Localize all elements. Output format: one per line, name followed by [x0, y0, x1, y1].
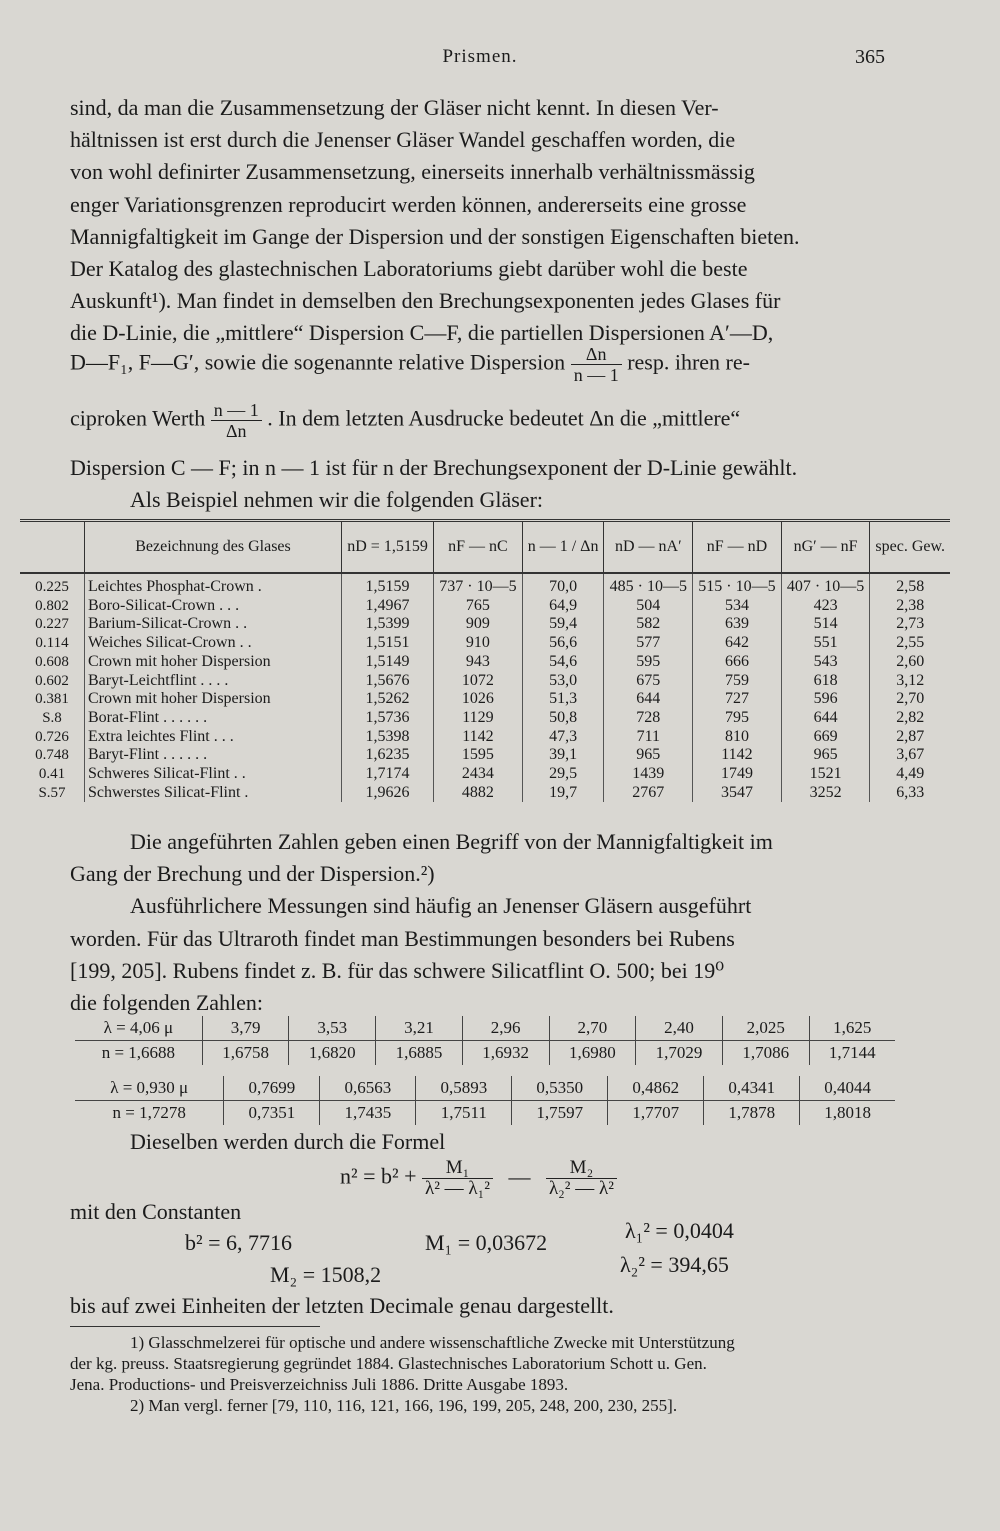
column-header: nG′ — nF — [781, 521, 870, 574]
constant-lambda1: λ₁² = 0,0404 — [625, 1218, 734, 1243]
text-segment: ciproken Werth — [70, 405, 206, 431]
table-cell: 0.225 — [20, 573, 85, 597]
table-cell: 0.114 — [20, 634, 85, 653]
table-body — [20, 573, 950, 802]
column-header: n — 1 / Δn — [522, 521, 604, 574]
fraction-numerator: M₂ — [546, 1158, 617, 1179]
fraction-numerator: Δn — [571, 344, 622, 365]
table-cell: 711 — [604, 728, 693, 747]
table-cell: 0.748 — [20, 746, 85, 765]
constant-lambda2: λ₂² = 394,65 — [620, 1252, 729, 1277]
fraction-denominator: Δn — [225, 421, 247, 441]
footnote-line: der kg. preuss. Staatsregierung gegründet 1884. Glastechnisches Laboratorium Schott u. Gen. — [70, 1354, 707, 1373]
table-cell: 64,9 — [522, 597, 604, 616]
lambda-cell: 3,79 — [202, 1016, 289, 1041]
wavelength-row — [75, 1076, 895, 1101]
table-row — [20, 615, 950, 634]
table-cell: 765 — [434, 597, 523, 616]
table-row — [20, 728, 950, 747]
lambda-cell: 0,4044 — [800, 1076, 895, 1101]
table-cell: 1,5159 — [342, 573, 434, 597]
paragraph-dispersion — [70, 452, 892, 516]
relative-dispersion-line — [70, 344, 892, 385]
lambda-cell: 2,70 — [549, 1016, 636, 1041]
text-line: Ausführlichere Messungen sind häufig an Jenenser Gläsern ausgeführt — [130, 893, 752, 919]
column-header: nD = 1,5159 — [342, 521, 434, 574]
constant-m1: M₁ = 0,03672 — [425, 1230, 548, 1255]
footnotes — [70, 1332, 900, 1416]
text-segment: . In dem letzten Ausdrucke bedeutet Δn die „mittlere“ — [267, 405, 741, 431]
constant-b2: b² = 6, 7716 — [185, 1230, 293, 1255]
table-cell: 59,4 — [522, 615, 604, 634]
fraction-numerator: M₁ — [422, 1158, 493, 1179]
lambda-cell: 1,7144 — [809, 1041, 895, 1066]
table-row — [20, 746, 950, 765]
table-cell: 1,5399 — [342, 615, 434, 634]
lambda-table-visible — [75, 1076, 895, 1125]
table-cell: 1142 — [693, 746, 782, 765]
table-cell: Crown mit hoher Dispersion — [85, 653, 342, 672]
paragraph-intro — [70, 92, 892, 350]
lambda-cell: 1,6820 — [289, 1041, 376, 1066]
table-cell: 70,0 — [522, 573, 604, 597]
table-cell: 1,5398 — [342, 728, 434, 747]
column-header: nD — nA′ — [604, 521, 693, 574]
table-cell: 485 · 10—5 — [604, 573, 693, 597]
index-row — [75, 1101, 895, 1126]
text-line: sind, da man die Zusammensetzung der Gläser nicht kennt. In diesen Ver- — [70, 95, 719, 120]
lambda-cell: 1,625 — [809, 1016, 895, 1041]
lambda-cell: 1,8018 — [800, 1101, 895, 1126]
table-cell: 675 — [604, 672, 693, 691]
table-cell: 515 · 10—5 — [693, 573, 782, 597]
table-cell: 1521 — [781, 765, 870, 784]
table-header-row — [20, 521, 950, 574]
text-line: die D-Linie, die „mittlere“ Dispersion C—F, die partiellen Dispersionen A′—D, — [70, 320, 774, 346]
table-cell: 56,6 — [522, 634, 604, 653]
lambda-cell: λ = 0,930 μ — [75, 1076, 224, 1101]
footnote-line: 1) Glasschmelzerei für optische und andere wissenschaftliche Zwecke mit Unterstützung — [130, 1333, 735, 1352]
table-cell: 582 — [604, 615, 693, 634]
table-cell: 618 — [781, 672, 870, 691]
fraction-denominator: n — 1 — [573, 365, 619, 385]
table-cell: 47,3 — [522, 728, 604, 747]
footnote-line: 2) Man vergl. ferner [79, 110, 116, 121, 166, 196, 199, 205, 248, 200, 230, 255]. — [130, 1396, 678, 1415]
table-cell: 1,4967 — [342, 597, 434, 616]
table-cell: 639 — [693, 615, 782, 634]
lambda-cell: 1,6980 — [549, 1041, 636, 1066]
closing-sentence — [70, 1290, 892, 1322]
table-cell: 669 — [781, 728, 870, 747]
dispersion-formula — [340, 1158, 617, 1199]
table-cell: 19,7 — [522, 784, 604, 803]
table-cell: 1749 — [693, 765, 782, 784]
table-cell: 1,5262 — [342, 690, 434, 709]
lambda-cell: 3,53 — [289, 1016, 376, 1041]
text-line: von wohl definirter Zusammensetzung, einerseits innerhalb verhältnissmässig — [70, 159, 755, 185]
lambda-cell: 2,025 — [722, 1016, 809, 1041]
text-line: Der Katalog des glastechnischen Laboratoriums giebt darüber wohl die beste — [70, 256, 748, 282]
table-cell: 543 — [781, 653, 870, 672]
table-cell: 909 — [434, 615, 523, 634]
lambda-cell: 1,7435 — [320, 1101, 416, 1126]
lambda-cell: n = 1,7278 — [112, 1103, 186, 1122]
table-cell: S.57 — [20, 784, 85, 803]
formula-intro — [70, 1126, 892, 1158]
table-cell: 29,5 — [522, 765, 604, 784]
table-cell: 759 — [693, 672, 782, 691]
lambda-cell: 1,7086 — [722, 1041, 809, 1066]
table-cell: 4,49 — [896, 765, 925, 783]
fraction-numerator: n — 1 — [211, 400, 262, 421]
table-cell: 0.726 — [20, 728, 85, 747]
table-cell: 3,12 — [896, 671, 925, 689]
text-line: mit den Constanten — [70, 1199, 242, 1224]
table-cell: Leichtes Phosphat-Crown . — [85, 573, 342, 597]
text-segment: resp. ihren re- — [627, 349, 750, 375]
lambda-cell: 1,7878 — [704, 1101, 800, 1126]
paragraph-measurements — [70, 826, 892, 1019]
table-cell: 1,5676 — [342, 672, 434, 691]
table-cell: 0.802 — [20, 597, 85, 616]
page-heading: Prismen. — [442, 46, 518, 67]
table-cell: 666 — [693, 653, 782, 672]
table-cell: 1,5151 — [342, 634, 434, 653]
constants-intro — [70, 1196, 892, 1228]
text-line: Als Beispiel nehmen wir die folgenden Gläser: — [130, 487, 544, 513]
lambda-cell: 1,7029 — [636, 1041, 723, 1066]
table-cell: 2767 — [604, 784, 693, 803]
table-cell: Schweres Silicat-Flint . . — [85, 765, 342, 784]
table-cell: 39,1 — [522, 746, 604, 765]
table-cell: 2,82 — [896, 708, 925, 726]
table-cell: 737 · 10—5 — [434, 573, 523, 597]
table-cell: 4882 — [434, 784, 523, 803]
lambda-cell: 2,40 — [636, 1016, 723, 1041]
table-cell: Weiches Silicat-Crown . . — [85, 634, 342, 653]
lambda-cell: 0,4862 — [608, 1076, 704, 1101]
text-line: Dieselben werden durch die Formel — [130, 1129, 446, 1154]
table-cell: 965 — [604, 746, 693, 765]
text-line: worden. Für das Ultraroth findet man Bestimmungen besonders bei Rubens — [70, 925, 735, 951]
fraction — [546, 1158, 617, 1199]
table-cell: 943 — [434, 653, 523, 672]
lambda-cell: 1,6932 — [462, 1041, 549, 1066]
table-row — [20, 765, 950, 784]
footnote-rule — [70, 1326, 320, 1327]
table-row — [20, 784, 950, 803]
column-header: nF — nC — [434, 521, 523, 574]
table-cell: 551 — [781, 634, 870, 653]
table-cell: 514 — [781, 615, 870, 634]
table-row — [20, 672, 950, 691]
text-line: hältnissen ist erst durch die Jenenser Gläser Wandel geschaffen worden, die — [70, 127, 736, 153]
lambda-cell: 1,6758 — [202, 1041, 289, 1066]
table-cell: 407 · 10—5 — [781, 573, 870, 597]
table-cell: 2,87 — [896, 727, 925, 745]
reciprocal-line — [70, 400, 892, 441]
text-line: Gang der Brechung und der Dispersion.²) — [70, 861, 435, 887]
table-cell: 910 — [434, 634, 523, 653]
table-cell: 728 — [604, 709, 693, 728]
text-line: bis auf zwei Einheiten der letzten Decimale genau dargestellt. — [70, 1293, 614, 1318]
table-cell: Crown mit hoher Dispersion — [85, 690, 342, 709]
column-header — [20, 521, 85, 574]
table-cell: 2,55 — [896, 634, 925, 652]
lambda-cell: 0,5893 — [416, 1076, 512, 1101]
lambda-cell: 1,7511 — [416, 1101, 512, 1126]
column-header: spec. Gew. — [875, 538, 946, 555]
table-cell: Baryt-Leichtflint . . . . — [85, 672, 342, 691]
constant-m2: M₂ = 1508,2 — [270, 1262, 382, 1287]
table-cell: 644 — [604, 690, 693, 709]
text-line: die folgenden Zahlen: — [70, 990, 264, 1016]
table-cell: 51,3 — [522, 690, 604, 709]
table-row — [20, 573, 950, 597]
table-cell: 1,9626 — [342, 784, 434, 803]
table-cell: 6,33 — [896, 783, 925, 801]
table-cell: 595 — [604, 653, 693, 672]
table-row — [20, 634, 950, 653]
table-cell: 54,6 — [522, 653, 604, 672]
text-line: Auskunft¹). Man findet in demselben den Brechungsexponenten jedes Glases für — [70, 288, 781, 314]
formula-lhs: n² = b² + — [340, 1163, 417, 1189]
lambda-cell: 1,7597 — [512, 1101, 608, 1126]
index-row — [75, 1041, 895, 1066]
table-cell: Baryt-Flint . . . . . . — [85, 746, 342, 765]
table-cell: 0.227 — [20, 615, 85, 634]
table-cell: 1,6235 — [342, 746, 434, 765]
table-cell: 504 — [604, 597, 693, 616]
table-cell: 1142 — [434, 728, 523, 747]
fraction — [211, 400, 262, 441]
table-cell: 1,7174 — [342, 765, 434, 784]
table-cell: 0.41 — [20, 765, 85, 784]
table-row — [20, 709, 950, 728]
footnote-line: Jena. Productions- und Preisverzeichniss Juli 1886. Dritte Ausgabe 1893. — [70, 1375, 569, 1394]
text-line: Die angeführten Zahlen geben einen Begriff von der Mannigfaltigkeit im — [130, 829, 773, 854]
table-cell: 534 — [693, 597, 782, 616]
table-cell: 423 — [781, 597, 870, 616]
table-cell: 795 — [693, 709, 782, 728]
table-cell: 1129 — [434, 709, 523, 728]
table-cell: 644 — [781, 709, 870, 728]
table-cell: 1026 — [434, 690, 523, 709]
lambda-cell: n = 1,6688 — [101, 1043, 176, 1062]
column-header: nF — nD — [693, 521, 782, 574]
table-cell: 596 — [781, 690, 870, 709]
table-cell: 810 — [693, 728, 782, 747]
fraction-denominator: λ² — λ₁² — [425, 1178, 490, 1199]
lambda-cell: 2,96 — [462, 1016, 549, 1041]
table-cell: 1072 — [434, 672, 523, 691]
running-header — [70, 46, 890, 76]
lambda-cell: 0,7699 — [224, 1076, 320, 1101]
table-cell: 0.381 — [20, 690, 85, 709]
lambda-cell: 0,4341 — [704, 1076, 800, 1101]
lambda-cell: 0,5350 — [512, 1076, 608, 1101]
table-cell: 3547 — [693, 784, 782, 803]
table-row — [20, 653, 950, 672]
lambda-cell: 3,21 — [376, 1016, 463, 1041]
column-header: Bezeichnung des Glases — [85, 521, 342, 574]
table-cell: 577 — [604, 634, 693, 653]
glass-table — [20, 519, 950, 802]
lambda-table-infrared — [75, 1016, 895, 1065]
table-cell: 2,38 — [896, 596, 925, 614]
text-line: [199, 205]. Rubens findet z. B. für das schwere Silicatflint O. 500; bei 19⁰ — [70, 957, 725, 983]
fraction-denominator: λ₂² — λ² — [548, 1178, 614, 1199]
table-cell: 1595 — [434, 746, 523, 765]
lambda-cell: 0,6563 — [320, 1076, 416, 1101]
table-cell: Boro-Silicat-Crown . . . — [85, 597, 342, 616]
text-line: Mannigfaltigkeit im Gange der Dispersion und der sonstigen Eigenschaften bieten. — [70, 223, 800, 249]
table-cell: 0.608 — [20, 653, 85, 672]
table-cell: 1439 — [604, 765, 693, 784]
lambda-cell: 1,6885 — [376, 1041, 463, 1066]
table-cell: 2434 — [434, 765, 523, 784]
table-cell: 2,58 — [896, 578, 925, 595]
table-cell: 3252 — [781, 784, 870, 803]
table-cell: Extra leichtes Flint . . . — [85, 728, 342, 747]
fraction — [571, 344, 622, 385]
lambda-cell: λ = 4,06 μ — [75, 1016, 202, 1041]
table-cell: 1,5736 — [342, 709, 434, 728]
table-cell: Barium-Silicat-Crown . . — [85, 615, 342, 634]
table-cell: 2,70 — [896, 690, 925, 708]
table-cell: 50,8 — [522, 709, 604, 728]
table-cell: 642 — [693, 634, 782, 653]
table-cell: 2,60 — [896, 652, 925, 670]
table-cell: 3,67 — [896, 746, 925, 764]
lambda-cell: 0,7351 — [224, 1101, 320, 1126]
table-row — [20, 597, 950, 616]
table-row — [20, 690, 950, 709]
page-number: 365 — [855, 46, 885, 68]
table-cell: 0.602 — [20, 672, 85, 691]
table-cell: 965 — [781, 746, 870, 765]
formula-minus: — — [508, 1163, 531, 1189]
wavelength-row — [75, 1016, 895, 1041]
table-cell: Schwerstes Silicat-Flint . — [85, 784, 342, 803]
table-cell: 53,0 — [522, 672, 604, 691]
lambda-cell: 1,7707 — [608, 1101, 704, 1126]
text-segment: D—F₁, F—G′, sowie die sogenannte relative Dispersion — [70, 349, 566, 375]
text-line: enger Variationsgrenzen reproducirt werden können, andererseits eine grosse — [70, 191, 747, 217]
fraction — [422, 1158, 493, 1199]
table-cell: S.8 — [20, 709, 85, 728]
table-cell: 2,73 — [896, 615, 925, 633]
table-cell: Borat-Flint . . . . . . — [85, 709, 342, 728]
table-cell: 1,5149 — [342, 653, 434, 672]
text-line: Dispersion C — F; in n — 1 ist für n der Brechungsexponent der D-Linie gewählt. — [70, 455, 798, 480]
table-cell: 727 — [693, 690, 782, 709]
